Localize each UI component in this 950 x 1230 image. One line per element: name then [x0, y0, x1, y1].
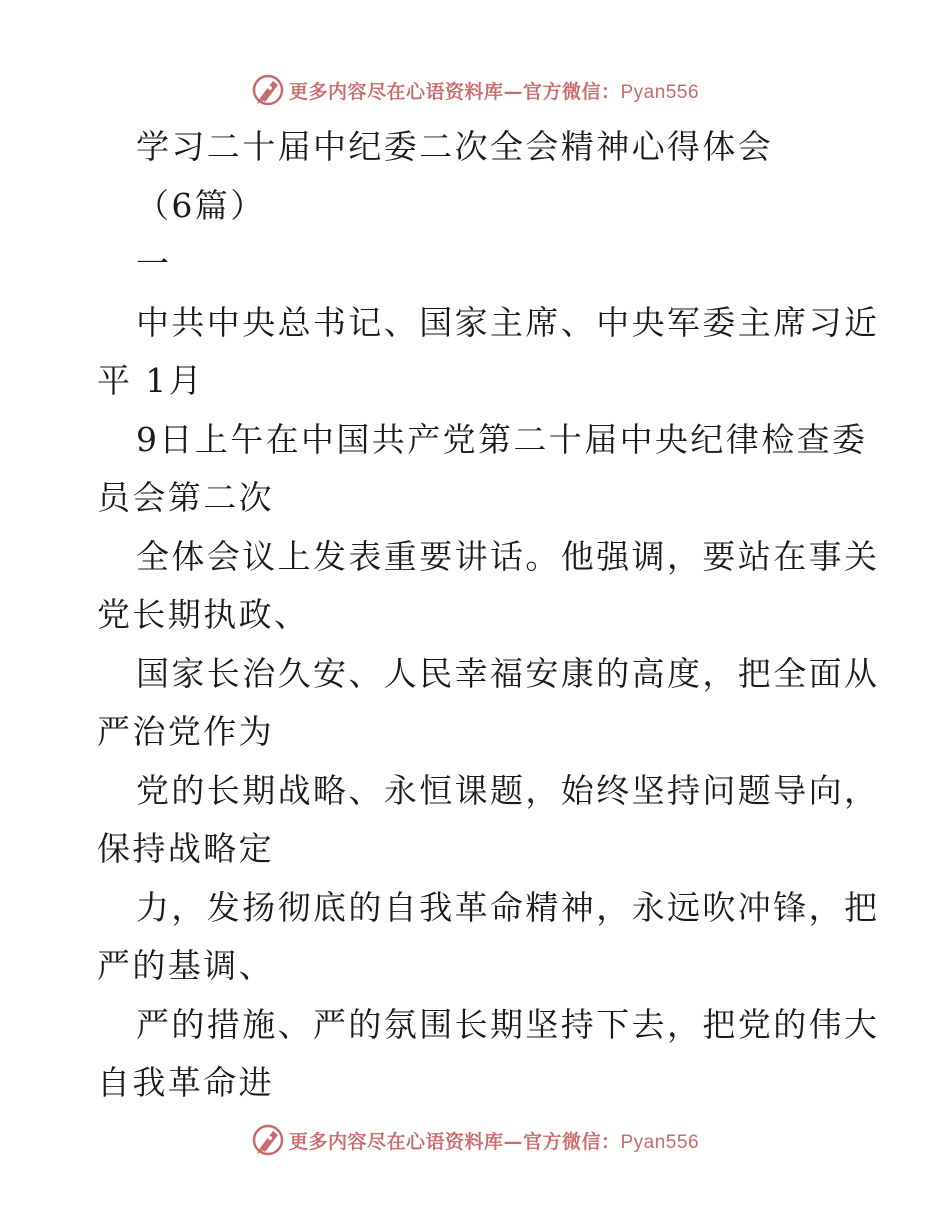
body-line: 全体会议上发表重要讲话。他强调，要站在事关	[136, 536, 880, 576]
body-line: 力，发扬彻底的自我革命精神，永远吹冲锋，把	[136, 887, 880, 927]
document-body	[97, 118, 880, 1113]
body-line: 严的基调、	[97, 946, 274, 985]
pen-nib-logo-icon	[251, 1123, 285, 1157]
footer-banner-text: 更多内容尽在心语资料库—官方微信：Pyan556	[288, 1130, 700, 1153]
body-line: 严治党作为	[97, 712, 274, 751]
body-line: 党长期执政、	[97, 595, 310, 634]
header-banner	[0, 70, 950, 110]
section-number: 一	[136, 244, 172, 283]
body-line: 保持战略定	[97, 829, 274, 868]
body-line: 国家长治久安、人民幸福安康的高度，把全面从	[136, 653, 880, 693]
document-title-line-1: 学习二十届中纪委二次全会精神心得体会	[136, 127, 774, 166]
pen-nib-logo-icon	[251, 73, 285, 107]
body-line: 9日上午在中国共产党第二十届中央纪律检查委	[136, 419, 868, 459]
body-line: 员会第二次	[97, 478, 274, 517]
body-line: 中共中央总书记、国家主席、中央军委主席习近	[136, 302, 880, 342]
header-banner-text: 更多内容尽在心语资料库—官方微信：Pyan556	[288, 80, 700, 103]
footer-banner	[0, 1120, 950, 1160]
document-title-line-2: （6篇）	[136, 185, 266, 225]
body-line: 严的措施、严的氛围长期坚持下去，把党的伟大	[136, 1004, 880, 1044]
body-line: 党的长期战略、永恒课题，始终坚持问题导向，	[136, 770, 880, 810]
body-line: 自我革命进	[97, 1063, 274, 1102]
body-text	[97, 294, 880, 1113]
body-line: 平 1月	[97, 361, 205, 400]
